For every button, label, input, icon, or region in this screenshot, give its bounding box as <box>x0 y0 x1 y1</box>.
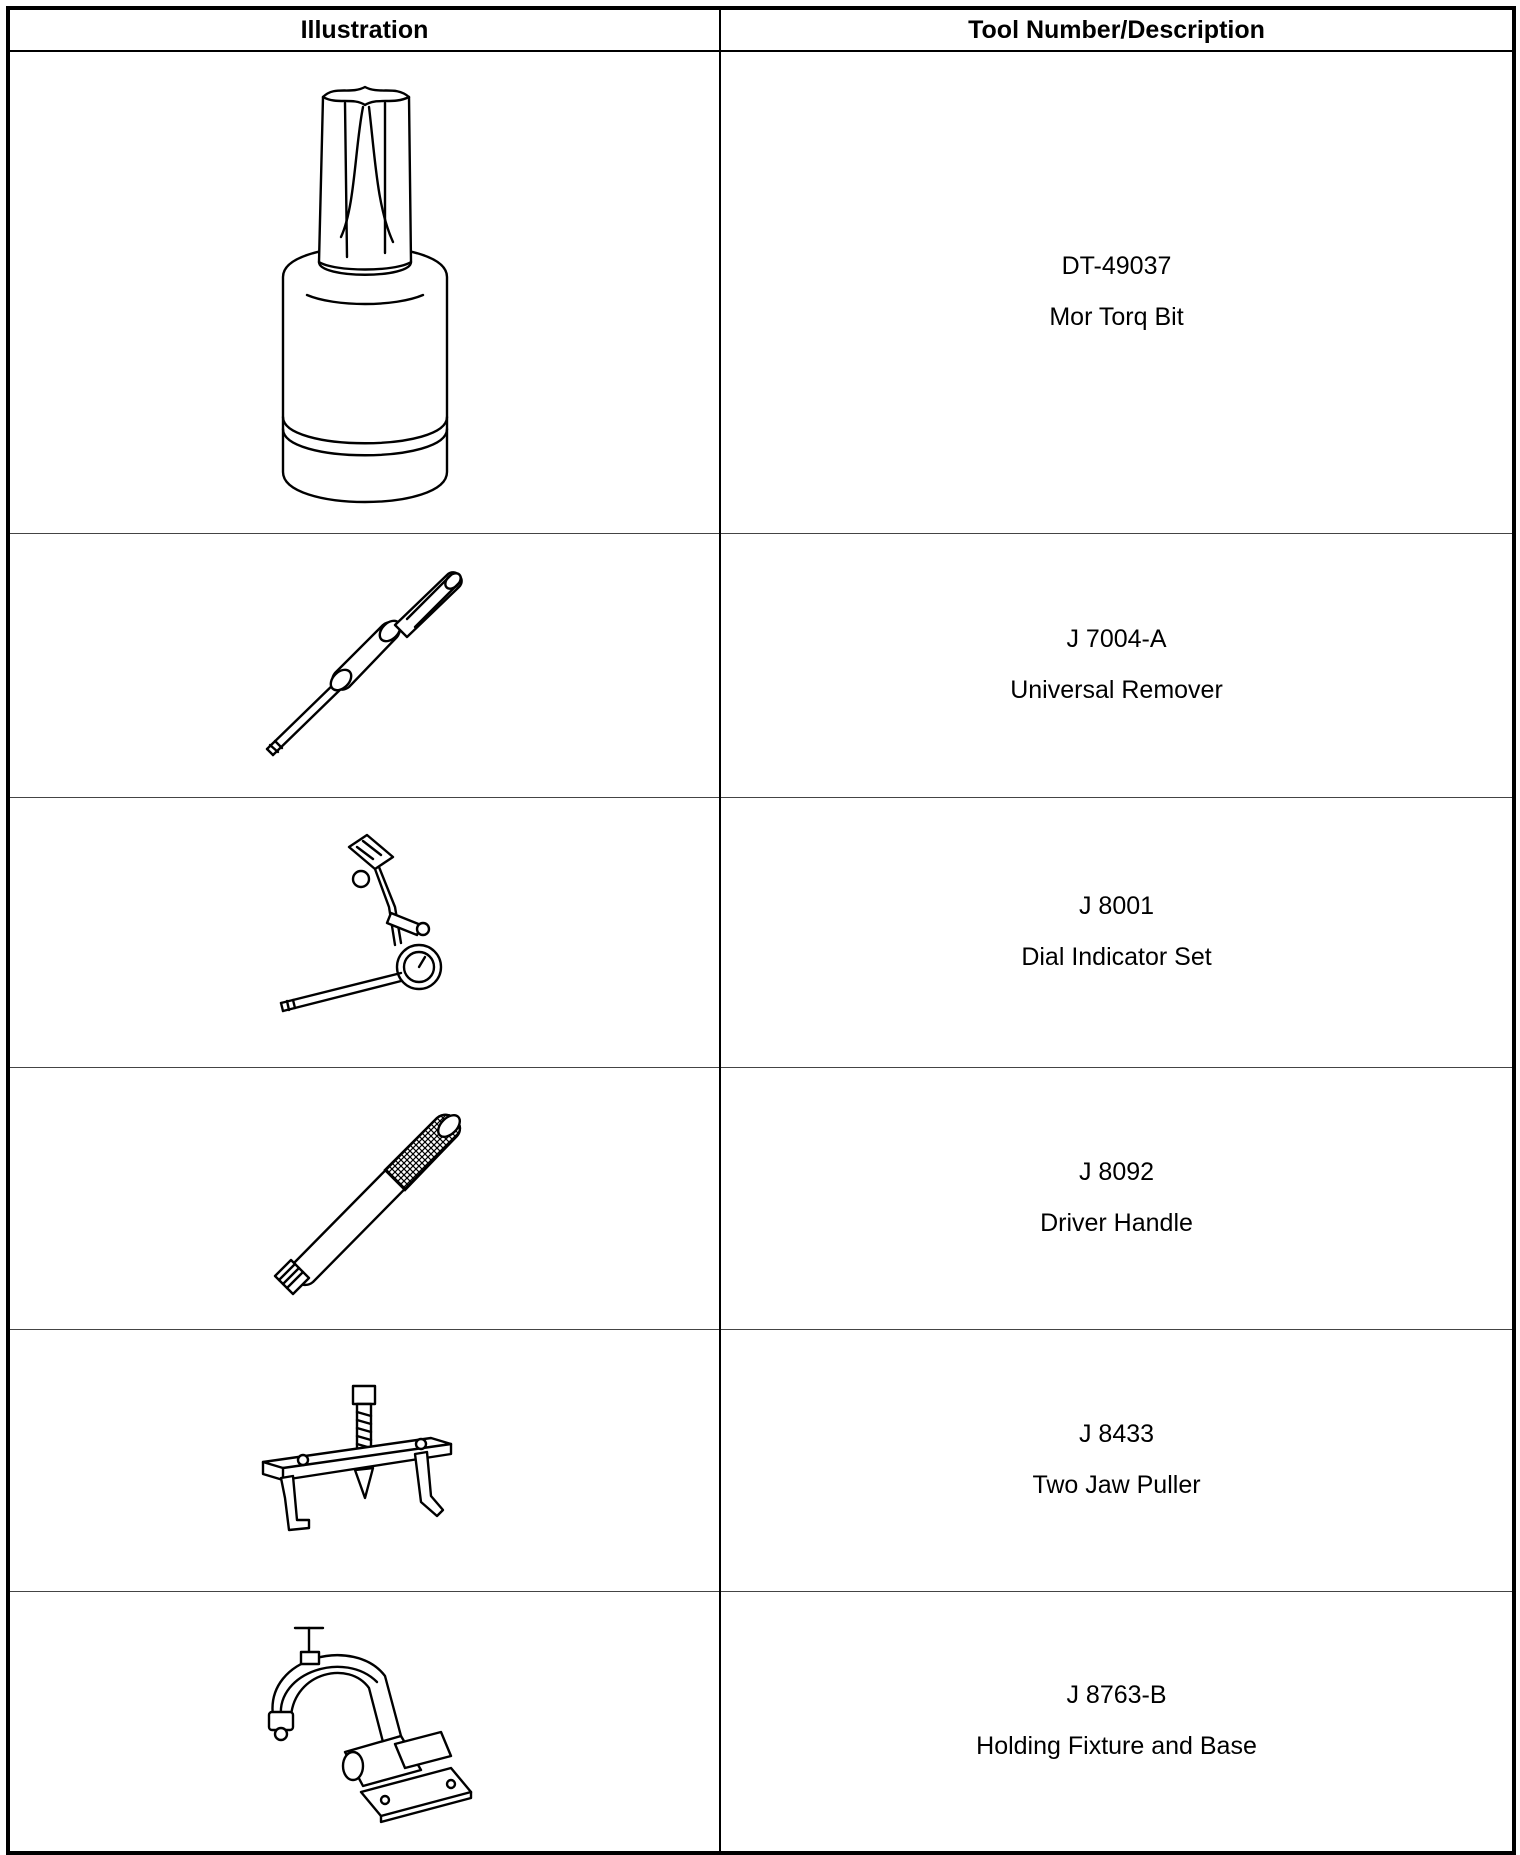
illustration-cell <box>8 1591 720 1853</box>
tool-cell <box>720 1067 1514 1329</box>
header-row <box>8 8 1514 51</box>
illustration-cell <box>8 533 720 797</box>
tool-description: Two Jaw Puller <box>1032 1471 1201 1499</box>
tool-cell <box>720 51 1514 533</box>
illustration-cell <box>8 797 720 1067</box>
universal-remover-icon <box>245 555 485 775</box>
tool-description: Universal Remover <box>1010 676 1223 704</box>
table-row <box>8 51 1514 533</box>
special-tools-table <box>6 6 1516 1855</box>
header-tool-number-description: Tool Number/Description <box>720 8 1514 51</box>
table-row <box>8 1329 1514 1591</box>
table-row <box>8 797 1514 1067</box>
tool-description: Driver Handle <box>1040 1209 1193 1237</box>
tool-cell <box>720 1329 1514 1591</box>
tool-number: DT-49037 <box>1061 252 1172 281</box>
tool-number: J 7004-A <box>1066 625 1167 653</box>
tool-number: J 8092 <box>1078 1158 1155 1186</box>
illustration-cell <box>8 1329 720 1591</box>
dial-indicator-icon <box>245 817 485 1047</box>
two-jaw-puller-icon <box>245 1380 485 1540</box>
tool-description: Holding Fixture and Base <box>976 1732 1257 1761</box>
tool-cell <box>720 797 1514 1067</box>
tool-description: Dial Indicator Set <box>1021 943 1212 971</box>
table-row <box>8 1067 1514 1329</box>
table-row <box>8 1591 1514 1853</box>
header-illustration: Illustration <box>8 8 720 51</box>
tool-number: J 8763-B <box>1066 1681 1167 1710</box>
holding-fixture-icon <box>245 1616 485 1826</box>
tool-cell <box>720 533 1514 797</box>
tool-number: J 8433 <box>1078 1420 1155 1448</box>
table-row <box>8 533 1514 797</box>
tool-description: Mor Torq Bit <box>1049 303 1184 332</box>
driver-handle-icon <box>245 1088 485 1308</box>
torq-bit-icon <box>245 57 485 527</box>
illustration-cell <box>8 1067 720 1329</box>
illustration-cell <box>8 51 720 533</box>
tool-number: J 8001 <box>1078 892 1155 920</box>
tool-cell <box>720 1591 1514 1853</box>
